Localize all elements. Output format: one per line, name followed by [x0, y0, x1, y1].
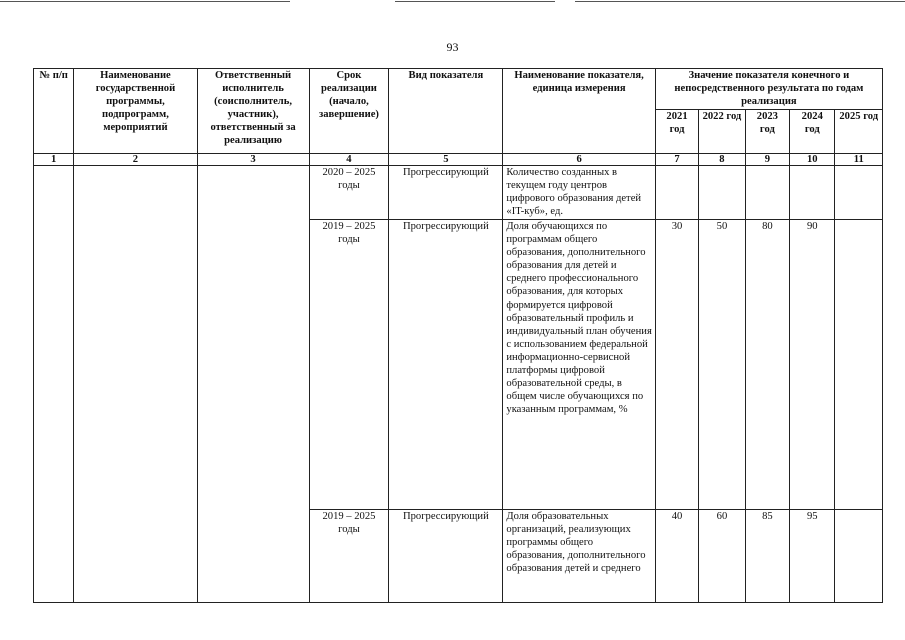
row-type-cell: Прогрессирующий: [389, 510, 503, 603]
column-number: 4: [309, 154, 389, 166]
column-number-row: [34, 154, 883, 166]
header-col-term: Срок реализации (начало, завершение): [309, 69, 389, 154]
column-number: 11: [835, 154, 883, 166]
table-row: [34, 166, 883, 220]
column-number: 2: [74, 154, 197, 166]
row-value-2024: [790, 166, 835, 220]
row-term-cell: 2019 – 2025 годы: [309, 510, 389, 603]
scan-edge-line-mid: [395, 1, 555, 2]
row-value-2021: [655, 166, 698, 220]
header-col-program: Наименование государственной программы, подпрограмм, мероприятий: [74, 69, 197, 154]
column-number: 8: [699, 154, 745, 166]
row-value-2022: [699, 166, 745, 220]
header-col-values-group: Значение показателя конечного и непосредственного результата по годам реализация: [655, 69, 882, 110]
row-indicator-cell: Количество созданных в текущем году центров цифрового образования детей «IT-куб», ед.: [503, 166, 655, 220]
column-number: 6: [503, 154, 655, 166]
row-value-2025: [835, 220, 883, 510]
row-indicator-cell: Доля образовательных организаций, реализующих программы общего образования, дополнительного образования детей и среднего: [503, 510, 655, 603]
header-col-type: Вид показателя: [389, 69, 503, 154]
row-indicator-cell: Доля обучающихся по программам общего образования, дополнительного образования для детей и среднего профессионального образования, для которых формируется цифровой образовательный профиль и индивидуальный план обучения с использованием федеральной информационно-сервисной платформы цифровой образовательной среды, в общем числе обучающихся по указанным программам, %: [503, 220, 655, 510]
row-type-cell: Прогрессирующий: [389, 220, 503, 510]
header-row: [34, 69, 883, 110]
row-value-2023: 80: [745, 220, 789, 510]
row-value-2021: 40: [655, 510, 698, 603]
column-number: 3: [197, 154, 309, 166]
scan-edge-line-right: [575, 1, 905, 2]
row-value-2024: 90: [790, 220, 835, 510]
header-col-executor: Ответственный исполнитель (соисполнитель, участник), ответственный за реализацию: [197, 69, 309, 154]
column-number: 7: [655, 154, 698, 166]
row-term-cell: 2020 – 2025 годы: [309, 166, 389, 220]
row-term-cell: 2019 – 2025 годы: [309, 220, 389, 510]
column-number: 10: [790, 154, 835, 166]
column-number: 1: [34, 154, 74, 166]
row-executor-cell: [197, 166, 309, 603]
row-value-2025: [835, 166, 883, 220]
column-number: 5: [389, 154, 503, 166]
header-col-num: № п/п: [34, 69, 74, 154]
header-col-indicator: Наименование показателя, единица измерения: [503, 69, 655, 154]
header-year-2022: 2022 год: [699, 110, 745, 154]
row-type-cell: Прогрессирующий: [389, 166, 503, 220]
row-value-2022: 60: [699, 510, 745, 603]
header-year-2025: 2025 год: [835, 110, 883, 154]
page-number: 93: [446, 40, 459, 54]
scan-edge-line-left: [0, 1, 290, 2]
row-num-cell: [34, 166, 74, 603]
header-year-2023: 2023 год: [745, 110, 789, 154]
column-number: 9: [745, 154, 789, 166]
indicators-table: [33, 68, 883, 603]
row-value-2024: 95: [790, 510, 835, 603]
header-year-2021: 2021 год: [655, 110, 698, 154]
row-value-2025: [835, 510, 883, 603]
row-value-2023: [745, 166, 789, 220]
row-value-2023: 85: [745, 510, 789, 603]
header-year-2024: 2024 год: [790, 110, 835, 154]
row-program-cell: [74, 166, 197, 603]
row-value-2022: 50: [699, 220, 745, 510]
row-value-2021: 30: [655, 220, 698, 510]
